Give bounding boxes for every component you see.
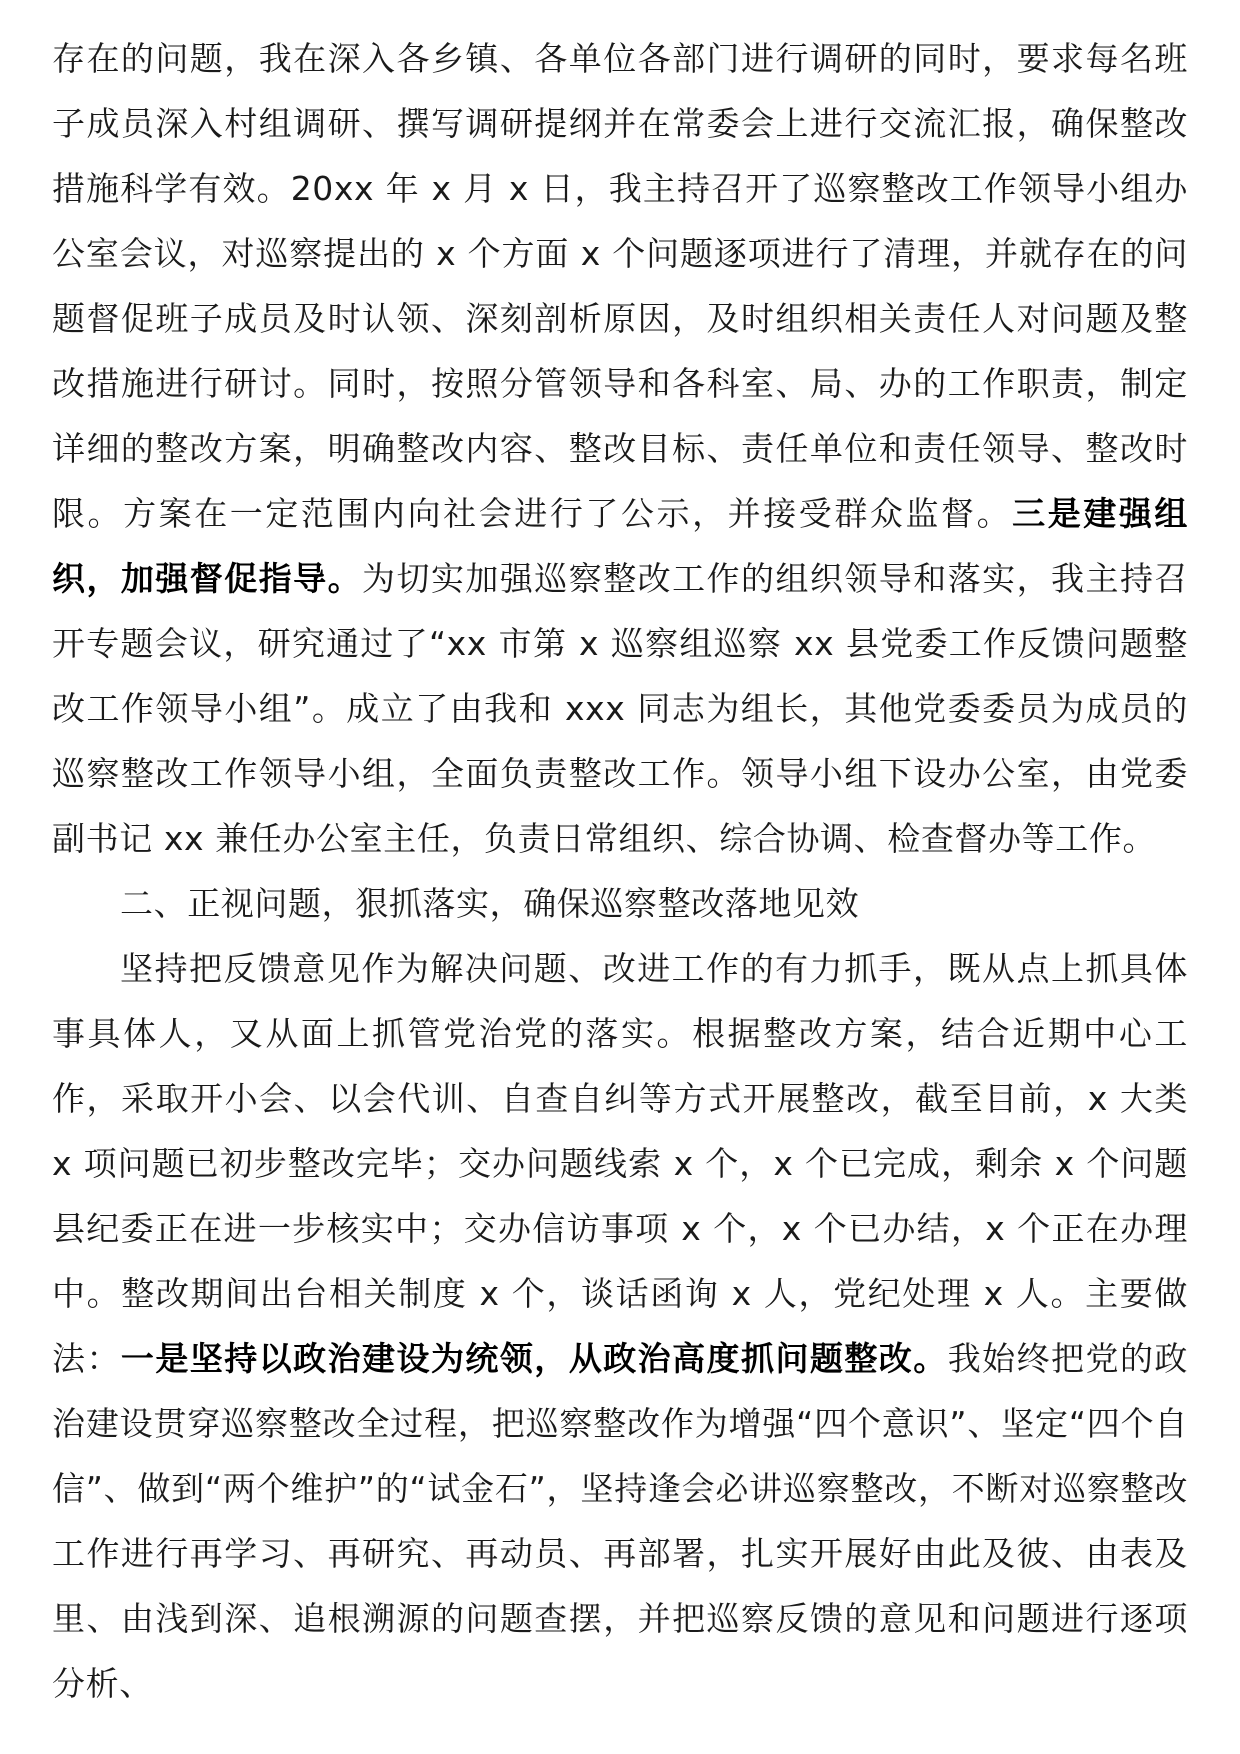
text-segment: 存在的问题，我在深入各乡镇、各单位各部门进行调研的同时，要求每名班子成员深入村组调研、撰写调研提纲并在常委会上进行交流汇报，确保整改措施科学有效。20xx 年 x 月 x 日，我主持召开了巡察整改工作领导小组办公室会议，对巡察提出的 x 个方面 x 个问题逐项进行了清理，并就存在的问题督促班子成员及时认领、深刻剖析原因，及时组织相关责任人对问题及整改措施进行研讨。同时，按照分管领导和各科室、局、办的工作职责，制定详细的整改方案，明确整改内容、整改目标、责任单位和责任领导、整改时限。方案在一定范围内向社会进行了公示，并接受群众监督。 <box>52 39 1188 533</box>
bold-heading-segment: 一是坚持以政治建设为统领，从政治高度抓问题整改。 <box>120 1339 948 1378</box>
paragraph-1 <box>52 26 1188 871</box>
bold-heading-segment: 三是建强组织，加强督促指导。 <box>52 494 1189 598</box>
text-segment: 我始终把党的政治建设贯穿巡察整改全过程，把巡察整改作为增强“四个意识”、坚定“四个自信”、做到“两个维护”的“试金石”，坚持逢会必讲巡察整改，不断对巡察整改工作进行再学习、再研究、再动员、再部署，扎实开展好由此及彼、由表及里、由浅到深、追根溯源的问题查摆，并把巡察反馈的意见和问题进行逐项分析、 <box>52 1339 1189 1703</box>
text-segment: 为切实加强巡察整改工作的组织领导和落实，我主持召开专题会议，研究通过了“xx 市第 x 巡察组巡察 xx 县党委工作反馈问题整改工作领导小组”。成立了由我和 xxx 同志为组长，其他党委委员为成员的巡察整改工作领导小组，全面负责整改工作。领导小组下设办公室，由党委副书记 xx 兼任办公室主任，负责日常组织、综合协调、检查督办等工作。 <box>52 559 1188 858</box>
document-body <box>52 26 1188 1716</box>
section-heading <box>52 871 1188 936</box>
text-segment: 坚持把反馈意见作为解决问题、改进工作的有力抓手，既从点上抓具体事具体人，又从面上抓管党治党的落实。根据整改方案，结合近期中心工作，采取开小会、以会代训、自查自纠等方式开展整改，截至目前，x 大类 x 项问题已初步整改完毕；交办问题线索 x 个，x 个已完成，剩余 x 个问题县纪委正在进一步核实中；交办信访事项 x 个，x 个已办结，x 个正在办理中。整改期间出台相关制度 x 个，谈话函询 x 人，党纪处理 x 人。主要做法： <box>52 949 1188 1378</box>
paragraph-3 <box>52 936 1188 1716</box>
section-heading-text: 二、正视问题，狠抓落实，确保巡察整改落地见效 <box>120 884 860 923</box>
